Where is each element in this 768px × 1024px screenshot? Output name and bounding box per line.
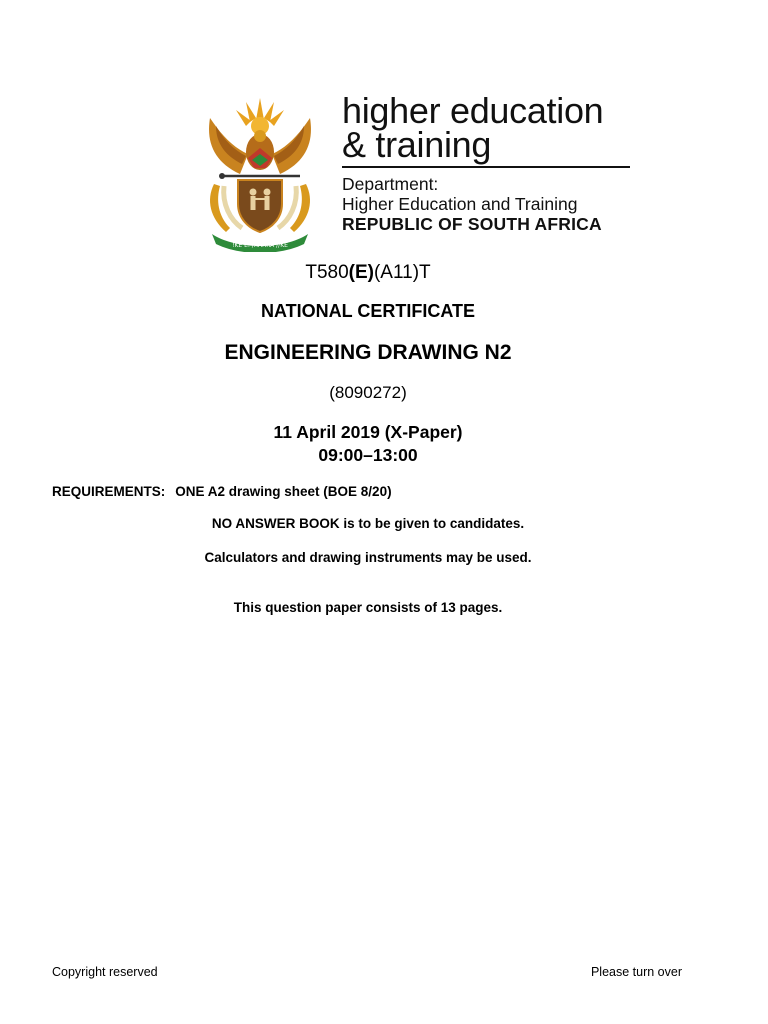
paper-code-suffix: (A11)T xyxy=(373,262,431,283)
department-header xyxy=(342,90,634,234)
header-divider xyxy=(342,166,630,168)
paper-code-prefix: T580 xyxy=(305,262,349,283)
department-label: Department: xyxy=(342,174,439,194)
department-name: Higher Education and Training xyxy=(342,194,578,214)
paper-code xyxy=(0,262,752,284)
exam-date: 11 April 2019 (X-Paper) xyxy=(273,422,463,442)
requirements-value: ONE A2 drawing sheet (BOE 8/20) xyxy=(175,484,392,499)
footer-copyright: Copyright reserved xyxy=(52,965,158,979)
requirements-label: REQUIREMENTS: xyxy=(52,484,166,499)
department-title-line-2: & training xyxy=(342,124,492,165)
certificate-title: NATIONAL CERTIFICATE xyxy=(261,301,475,321)
country-name: REPUBLIC OF SOUTH AFRICA xyxy=(342,214,602,234)
footer-turn-over: Please turn over xyxy=(590,965,682,979)
south-africa-coat-of-arms-icon xyxy=(196,96,324,252)
requirements-line xyxy=(52,484,392,499)
exam-time: 09:00–13:00 xyxy=(318,445,418,465)
page-count-notice: This question paper consists of 13 pages. xyxy=(233,600,503,615)
crest-motto: !KE E: /XARRA //KE xyxy=(232,242,288,249)
subject-code: (8090272) xyxy=(329,383,407,402)
no-answer-book-notice: NO ANSWER BOOK is to be given to candidates. xyxy=(211,516,525,531)
paper-code-language: (E) xyxy=(348,262,374,283)
calculators-notice: Calculators and drawing instruments may be used. xyxy=(204,550,532,565)
subject-title: ENGINEERING DRAWING N2 xyxy=(224,341,512,364)
department-title-line-1: higher education xyxy=(342,90,604,131)
